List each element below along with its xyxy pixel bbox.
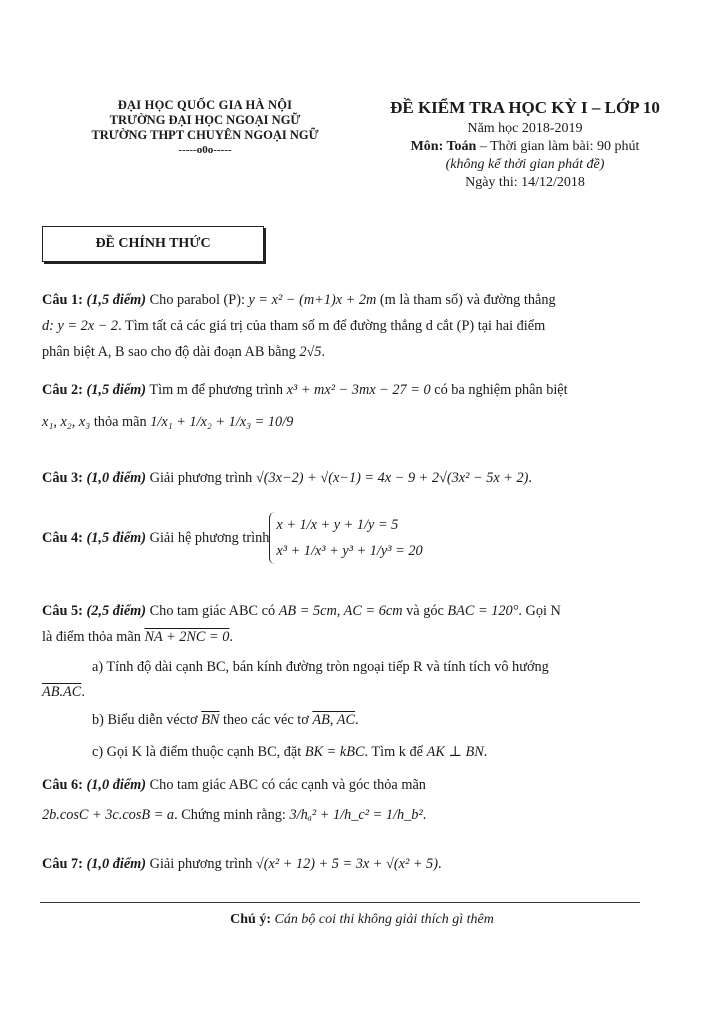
footer-note <box>0 912 724 928</box>
q6-label: Câu 6: <box>42 777 83 793</box>
q1-text-6: . <box>321 344 326 360</box>
q3-label: Câu 3: <box>42 470 83 486</box>
q1-label: Câu 1: <box>42 292 83 308</box>
question-2 <box>42 378 692 434</box>
subject-line <box>350 138 700 156</box>
q6-text: Cho tam giác ABC có các cạnh và góc thỏa mãn <box>146 777 426 793</box>
footer-text: Cán bộ coi thi không giải thích gì thêm <box>271 912 494 927</box>
subject-label: Môn: Toán <box>410 139 477 154</box>
exam-header <box>350 96 700 192</box>
q5a-text: a) Tính độ dài cạnh BC, bán kính đường tròn ngoại tiếp R và tính tích vô hướng <box>92 659 549 675</box>
school-header <box>60 98 350 158</box>
q5-points: (2,5 điểm) <box>86 603 147 619</box>
school-name: TRƯỜNG THPT CHUYÊN NGOẠI NGỮ <box>91 128 319 142</box>
q5b-text-2: theo các véc tơ <box>219 712 313 728</box>
q1-points: (1,5 điểm) <box>86 292 147 308</box>
q5a-dot-product: AB.AC <box>42 684 82 700</box>
question-5a-cont: AB.AC. <box>42 684 85 700</box>
q1-text-4: . Tìm tất cả các giá trị của tham số m để đường thẳng d cắt (P) tại hai điểm <box>118 318 546 334</box>
q3-text-2: . <box>528 470 532 486</box>
q2-text-3: thỏa mãn <box>90 414 151 430</box>
question-5b: b) Biểu diễn véctơ $\overline{BN}$ theo các véc tơ AB, AC. <box>92 712 359 728</box>
question-6: Câu 6: (1,0 điểm) Cho tam giác ABC có các cạnh và góc thỏa mãn 2b.cosC + 3c.cosB = a. Chứng minh rằng: 3/hₐ² + 1/h_c² = 1/h_b². <box>42 777 427 823</box>
q5c-perpendicular: AK ⊥ BN <box>426 744 484 760</box>
official-label: ĐỀ CHÍNH THỨC <box>95 236 211 251</box>
official-exam-box <box>42 226 264 262</box>
q5-text-4: là điểm thỏa mãn <box>42 629 145 645</box>
question-3 <box>42 468 692 488</box>
subject-time: – Thời gian làm bài: 90 phút <box>476 139 640 154</box>
q2-text: Tìm m để phương trình <box>146 382 287 398</box>
q2-cubic-eq: x³ + mx² − 3mx − 27 = 0 <box>286 382 431 398</box>
exam-title: ĐỀ KIỂM TRA HỌC KỲ I – LỚP 10 <box>390 98 660 117</box>
time-note: (không kể thời gian phát đề) <box>445 157 605 172</box>
q4-points: (1,5 điểm) <box>86 530 147 546</box>
q6-condition: 2b.cosC + 3c.cosB = a <box>42 807 175 823</box>
q5-text-2: và góc <box>402 603 448 619</box>
footer-label: Chú ý: <box>230 912 272 927</box>
q7-text-2: . <box>437 856 442 872</box>
q7-label: Câu 7: <box>42 856 83 872</box>
q5-angle: BAC = 120° <box>447 603 519 619</box>
university-name: ĐẠI HỌC QUỐC GIA HÀ NỘI <box>117 98 293 112</box>
q4-equation-1: x + 1/x + y + 1/y = 5 <box>276 517 399 533</box>
header-ornament: -----o0o----- <box>178 144 232 156</box>
q5-sides: AB = 5cm, AC = 6cm <box>278 603 403 619</box>
q5-text: Cho tam giác ABC có <box>146 603 279 619</box>
q4-equation-2: x³ + 1/x³ + y³ + 1/y³ = 20 <box>276 543 423 559</box>
q5b-text: b) Biểu diễn véctơ <box>92 712 202 728</box>
q5c-text-3: . <box>483 744 488 760</box>
q1-length-eq: 2√5 <box>299 344 322 360</box>
q3-text: Giải phương trình <box>146 470 256 486</box>
exam-date: Ngày thi: 14/12/2018 <box>465 175 585 190</box>
q2-roots: x₁, x₂, x₃ <box>42 414 91 430</box>
q5c-text-2: . Tìm k để <box>364 744 427 760</box>
q1-text-3: d: <box>42 318 58 334</box>
q6-text-2: . Chứng minh rằng: <box>174 807 290 823</box>
q2-text-2: có ba nghiệm phân biệt <box>430 382 568 398</box>
q6-points: (1,0 điểm) <box>86 777 147 793</box>
q2-condition-eq: 1/x₁ + 1/x₂ + 1/x₃ = 10/9 <box>150 414 294 430</box>
q1-line-eq: y = 2x − 2 <box>57 318 119 334</box>
q1-text-2: (m là tham số) và đường thẳng <box>376 292 556 308</box>
q1-text-5: phân biệt A, B sao cho độ dài đoạn AB bằng <box>42 344 300 360</box>
q5-label: Câu 5: <box>42 603 83 619</box>
q2-label: Câu 2: <box>42 382 83 398</box>
question-5 <box>42 598 692 650</box>
school-year: Năm học 2018-2019 <box>467 121 583 136</box>
faculty-name: TRƯỜNG ĐẠI HỌC NGOẠI NGỮ <box>109 113 301 127</box>
q7-points: (1,0 điểm) <box>86 856 147 872</box>
q5c-vector-eq: BK = kBC <box>304 744 365 760</box>
q7-equation: √(x² + 12) + 5 = 3x + √(x² + 5) <box>255 856 438 872</box>
q5b-vectors: AB, AC <box>312 712 356 728</box>
question-5a <box>92 654 692 680</box>
q4-text: Giải hệ phương trình <box>146 530 270 546</box>
q3-points: (1,0 điểm) <box>86 470 147 486</box>
q1-text: Cho parabol (P): <box>146 292 249 308</box>
q1-parabola-eq: y = x² − (m+1)x + 2m <box>248 292 377 308</box>
q5c-text: c) Gọi K là điểm thuộc cạnh BC, đặt <box>92 744 305 760</box>
q5-text-3: . Gọi N <box>518 603 561 619</box>
question-1 <box>42 287 692 365</box>
q5-text-5: . <box>229 629 233 645</box>
question-5c <box>92 742 692 762</box>
q7-text: Giải phương trình <box>146 856 256 872</box>
q4-equation-system <box>269 512 422 564</box>
q4-label: Câu 4: <box>42 530 83 546</box>
q3-equation: √(3x−2) + √(x−1) = 4x − 9 + 2√(3x² − 5x + 2) <box>255 470 529 486</box>
q6-identity: 3/hₐ² + 1/h_c² = 1/h_b² <box>289 807 423 823</box>
question-7 <box>42 854 692 874</box>
q5b-vector-bn: $\overline{BN}$ <box>201 712 220 728</box>
footer-divider <box>40 902 640 903</box>
q5-vector-condition: NA + 2NC = 0 <box>144 629 230 645</box>
question-4 <box>42 498 692 578</box>
q2-points: (1,5 điểm) <box>86 382 147 398</box>
